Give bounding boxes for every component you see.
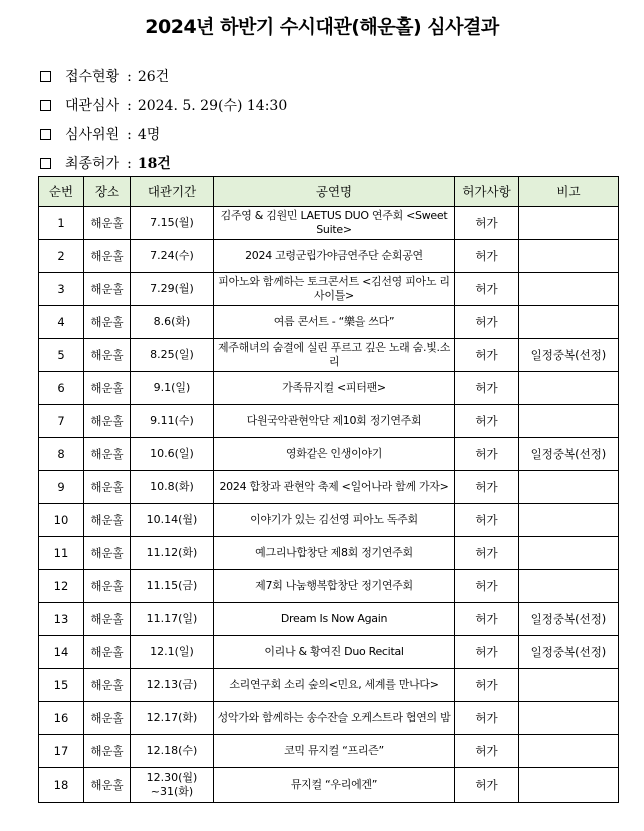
summary-separator: : xyxy=(127,155,132,172)
summary-label: 접수현황 xyxy=(65,68,120,85)
cell-permit: 허가 xyxy=(455,636,519,669)
cell-venue: 해운홀 xyxy=(84,471,131,504)
cell-note xyxy=(519,207,619,240)
cell-period: 7.29(월) xyxy=(131,273,214,306)
cell-period: 10.8(화) xyxy=(131,471,214,504)
cell-note xyxy=(519,405,619,438)
table-row xyxy=(39,768,619,803)
table-row xyxy=(39,471,619,504)
cell-no: 11 xyxy=(39,537,84,570)
cell-note xyxy=(519,240,619,273)
cell-performance: Dream Is Now Again xyxy=(214,603,455,636)
table-row xyxy=(39,702,619,735)
table-row xyxy=(39,636,619,669)
cell-no: 1 xyxy=(39,207,84,240)
cell-permit: 허가 xyxy=(455,306,519,339)
cell-note xyxy=(519,537,619,570)
cell-period: 12.17(화) xyxy=(131,702,214,735)
cell-note xyxy=(519,306,619,339)
cell-no: 4 xyxy=(39,306,84,339)
cell-performance: 제주해녀의 숨결에 실린 푸르고 깊은 노래 숨.빛.소리 xyxy=(214,339,455,372)
cell-no: 2 xyxy=(39,240,84,273)
cell-permit: 허가 xyxy=(455,504,519,537)
summary-item-reviewers xyxy=(40,120,287,149)
header-note: 비고 xyxy=(519,177,619,207)
cell-no: 5 xyxy=(39,339,84,372)
header-no: 순번 xyxy=(39,177,84,207)
summary-separator: : xyxy=(127,126,132,143)
cell-note: 일정중복(선정) xyxy=(519,603,619,636)
cell-venue: 해운홀 xyxy=(84,207,131,240)
table-row xyxy=(39,306,619,339)
cell-period: 11.15(금) xyxy=(131,570,214,603)
cell-venue: 해운홀 xyxy=(84,636,131,669)
cell-venue: 해운홀 xyxy=(84,405,131,438)
table-row xyxy=(39,570,619,603)
cell-period: 12.18(수) xyxy=(131,735,214,768)
cell-venue: 해운홀 xyxy=(84,702,131,735)
cell-performance: 2024 고령군립가야금연주단 순회공연 xyxy=(214,240,455,273)
cell-period: 9.1(일) xyxy=(131,372,214,405)
table-row xyxy=(39,372,619,405)
summary-value: 4명 xyxy=(137,126,161,143)
cell-no: 15 xyxy=(39,669,84,702)
cell-no: 8 xyxy=(39,438,84,471)
table-row xyxy=(39,339,619,372)
summary-value: 2024. 5. 29(수) 14:30 xyxy=(137,97,288,114)
header-venue: 장소 xyxy=(84,177,131,207)
cell-permit: 허가 xyxy=(455,339,519,372)
cell-note: 일정중복(선정) xyxy=(519,339,619,372)
cell-note xyxy=(519,372,619,405)
cell-note xyxy=(519,471,619,504)
cell-performance: 2024 합창과 관현악 축제 <일어나라 함께 가자> xyxy=(214,471,455,504)
cell-no: 13 xyxy=(39,603,84,636)
cell-period: 8.6(화) xyxy=(131,306,214,339)
header-permit: 허가사항 xyxy=(455,177,519,207)
cell-venue: 해운홀 xyxy=(84,537,131,570)
cell-note xyxy=(519,570,619,603)
cell-permit: 허가 xyxy=(455,537,519,570)
checkbox-icon xyxy=(40,129,51,140)
cell-no: 16 xyxy=(39,702,84,735)
table-row xyxy=(39,438,619,471)
cell-note xyxy=(519,768,619,803)
summary-separator: : xyxy=(127,97,132,114)
cell-period: 12.13(금) xyxy=(131,669,214,702)
cell-period: 11.12(화) xyxy=(131,537,214,570)
cell-permit: 허가 xyxy=(455,273,519,306)
cell-no: 10 xyxy=(39,504,84,537)
cell-note: 일정중복(선정) xyxy=(519,636,619,669)
table-row xyxy=(39,240,619,273)
cell-performance: 제7회 나눔행복합창단 정기연주회 xyxy=(214,570,455,603)
summary-item-review xyxy=(40,91,287,120)
cell-permit: 허가 xyxy=(455,372,519,405)
table-row xyxy=(39,669,619,702)
cell-period: 7.24(수) xyxy=(131,240,214,273)
cell-permit: 허가 xyxy=(455,735,519,768)
cell-note xyxy=(519,669,619,702)
cell-note xyxy=(519,273,619,306)
cell-venue: 해운홀 xyxy=(84,372,131,405)
header-performance: 공연명 xyxy=(214,177,455,207)
cell-performance: 예그리나합창단 제8회 정기연주회 xyxy=(214,537,455,570)
cell-permit: 허가 xyxy=(455,603,519,636)
cell-period: 11.17(일) xyxy=(131,603,214,636)
summary-separator: : xyxy=(127,68,132,85)
cell-performance: 피아노와 함께하는 토크콘서트 <김선영 피아노 리사이틀> xyxy=(214,273,455,306)
cell-no: 6 xyxy=(39,372,84,405)
cell-no: 3 xyxy=(39,273,84,306)
results-table xyxy=(38,176,619,803)
summary-item-applications xyxy=(40,62,287,91)
summary-list xyxy=(40,62,287,178)
cell-no: 18 xyxy=(39,768,84,803)
cell-venue: 해운홀 xyxy=(84,240,131,273)
cell-permit: 허가 xyxy=(455,702,519,735)
cell-venue: 해운홀 xyxy=(84,339,131,372)
cell-period: 8.25(일) xyxy=(131,339,214,372)
summary-item-final-approval xyxy=(40,149,287,178)
header-period: 대관기간 xyxy=(131,177,214,207)
cell-performance: 여름 콘서트 - “樂을 쓰다” xyxy=(214,306,455,339)
cell-venue: 해운홀 xyxy=(84,438,131,471)
cell-performance: 이야기가 있는 김선영 피아노 독주회 xyxy=(214,504,455,537)
table-row xyxy=(39,273,619,306)
cell-period: 9.11(수) xyxy=(131,405,214,438)
cell-venue: 해운홀 xyxy=(84,273,131,306)
cell-permit: 허가 xyxy=(455,207,519,240)
cell-performance: 다원국악관현악단 제10회 정기연주회 xyxy=(214,405,455,438)
cell-period: 10.6(일) xyxy=(131,438,214,471)
cell-no: 17 xyxy=(39,735,84,768)
table-row xyxy=(39,207,619,240)
cell-venue: 해운홀 xyxy=(84,570,131,603)
cell-performance: 가족뮤지컬 <피터팬> xyxy=(214,372,455,405)
cell-note xyxy=(519,504,619,537)
cell-permit: 허가 xyxy=(455,240,519,273)
table-row xyxy=(39,603,619,636)
page-title: 2024년 하반기 수시대관(해운홀) 심사결과 xyxy=(145,16,499,38)
cell-venue: 해운홀 xyxy=(84,306,131,339)
checkbox-icon xyxy=(40,158,51,169)
table-row xyxy=(39,735,619,768)
summary-value: 18건 xyxy=(137,155,171,172)
cell-period: 10.14(월) xyxy=(131,504,214,537)
cell-note xyxy=(519,735,619,768)
cell-performance: 성악가와 함께하는 송수잔슬 오케스트라 협연의 밤 xyxy=(214,702,455,735)
cell-venue: 해운홀 xyxy=(84,669,131,702)
cell-no: 7 xyxy=(39,405,84,438)
cell-venue: 해운홀 xyxy=(84,768,131,803)
cell-venue: 해운홀 xyxy=(84,735,131,768)
table-header-row xyxy=(39,177,619,207)
summary-value: 26건 xyxy=(137,68,170,85)
cell-period: 7.15(월) xyxy=(131,207,214,240)
cell-permit: 허가 xyxy=(455,438,519,471)
table-body xyxy=(39,207,619,803)
cell-period: 12.30(월) ~31(화) xyxy=(131,768,214,803)
cell-permit: 허가 xyxy=(455,669,519,702)
cell-performance: 코믹 뮤지컬 “프리즌” xyxy=(214,735,455,768)
cell-performance: 소리연구회 소리 숲의<민요, 세계를 만나다> xyxy=(214,669,455,702)
cell-permit: 허가 xyxy=(455,768,519,803)
cell-note xyxy=(519,702,619,735)
cell-permit: 허가 xyxy=(455,405,519,438)
summary-label: 심사위원 xyxy=(65,126,120,143)
cell-venue: 해운홀 xyxy=(84,603,131,636)
checkbox-icon xyxy=(40,100,51,111)
cell-note: 일정중복(선정) xyxy=(519,438,619,471)
cell-period: 12.1(일) xyxy=(131,636,214,669)
cell-performance: 영화같은 인생이야기 xyxy=(214,438,455,471)
summary-label: 최종허가 xyxy=(65,155,120,172)
cell-no: 14 xyxy=(39,636,84,669)
table-row xyxy=(39,504,619,537)
table-row xyxy=(39,405,619,438)
cell-permit: 허가 xyxy=(455,471,519,504)
cell-no: 9 xyxy=(39,471,84,504)
cell-permit: 허가 xyxy=(455,570,519,603)
cell-no: 12 xyxy=(39,570,84,603)
summary-label: 대관심사 xyxy=(65,97,120,114)
cell-performance: 뮤지컬 “우리에겐” xyxy=(214,768,455,803)
cell-venue: 해운홀 xyxy=(84,504,131,537)
checkbox-icon xyxy=(40,71,51,82)
cell-performance: 김주영 & 김원민 LAETUS DUO 연주회 <Sweet Suite> xyxy=(214,207,455,240)
table-row xyxy=(39,537,619,570)
cell-performance: 이리나 & 황여진 Duo Recital xyxy=(214,636,455,669)
